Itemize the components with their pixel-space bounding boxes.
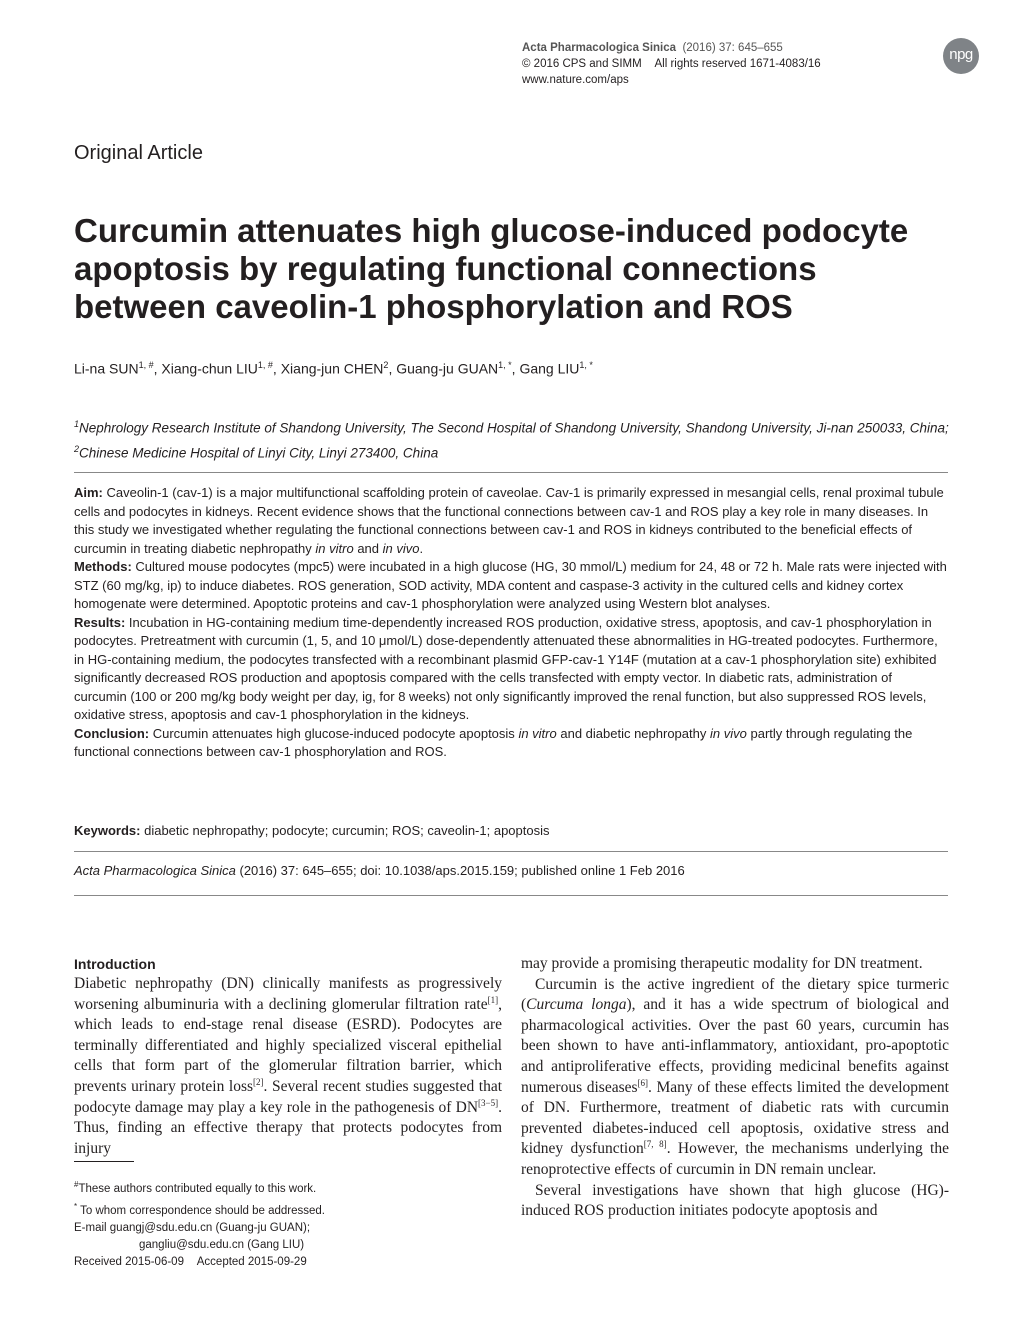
footnote-divider (74, 1161, 134, 1162)
conclusion-text: Curcumin attenuates high glucose-induced podocyte apoptosis (152, 725, 515, 741)
methods-text: Cultured mouse podocytes (mpc5) were incubated in a high glucose (HG, 30 mmol/L) medium for 24, 48 or 72 h. Male rats were injected with STZ (60 mg/kg, ip) to induce diabetes. ROS generation, SOD activity, MDA content and caspase-3 activity in the cultured cells and kidney cortex homogenate were determined. Apoptotic proteins and cav-1 phosphorylation were analyzed using Western blot analyses. (74, 559, 947, 611)
conclusion-label: Conclusion: (74, 725, 150, 741)
conclusion-text: partly through regulating the functional connections between cav-1 phosphorylation and ROS. (74, 725, 913, 759)
email-line[interactable]: gangliu@sdu.edu.cn (Gang LIU) (139, 1238, 305, 1251)
npg-logo: npg (943, 38, 979, 74)
footnote: To whom correspondence should be addressed. (80, 1204, 325, 1217)
affiliations (74, 414, 954, 463)
conclusion-italic: in vivo (710, 725, 747, 741)
body-column-left (74, 974, 502, 1159)
methods-label: Methods: (74, 559, 132, 574)
journal-url[interactable]: www.nature.com/aps (522, 74, 629, 86)
author-list: Li-na $SUN^{1, \#}$, Xiang-chun $LIU^{1, \#}$, Xiang-jun CHEN$^2$, Guang-ju $GUAN^{1, *}$, Gang $LIU^{1, *}$ (74, 360, 593, 377)
aim-italic: in vitro (315, 540, 354, 556)
results-label: Results: (74, 614, 126, 630)
paragraph: may provide a promising therapeutic modality for DN treatment. (521, 955, 923, 972)
abstract (74, 484, 948, 762)
divider (74, 851, 948, 852)
affiliation-1: Nephrology Research Institute of Shandong University, The Second Hospital of Shandong University, Shandong University, Ji-nan 250033, China; (79, 420, 949, 436)
conclusion-text: and diabetic nephropathy (560, 725, 707, 741)
citation-line (74, 863, 685, 878)
footnote-sup: * (74, 1201, 78, 1211)
footnote-sup: # (74, 1180, 79, 1189)
abstract-results (74, 614, 948, 725)
journal-name: Acta Pharmacologica Sinica (522, 42, 677, 54)
email-line[interactable]: E-mail guangj@sdu.edu.cn (Guang-ju GUAN); (74, 1221, 311, 1234)
aim-label: Aim: (74, 485, 103, 500)
paragraph: Curcumin is the active ingredient of the dietary spice turmeric (Curcuma longa), and it has a wide spectrum of biological and pharmacological activities. Over the past 60 years, curcumin has been shown to have anti-inflammatory, antioxidant, pro-apoptotic and antiproliferative effects, providing medicinal benefits against numerous diseases[6]. Many of these effects limited the development of DN. Furthermore, treatment of diabetic rats with curcumin prevented diabetes-induced cell apoptosis, oxidative stress and kidney dysfunction[7, 8]. However, the mechanisms underlying the renoprotective effects of curcumin in DN remain unclear. (521, 975, 949, 1178)
citation-ref[interactable]: [1] (487, 994, 499, 1005)
abstract-methods (74, 558, 948, 614)
author-sup: 1, * (498, 360, 512, 370)
divider (74, 472, 948, 473)
paragraph: Several investigations have shown that high glucose (HG)-induced ROS production initiates podocyte apoptosis and (521, 1181, 949, 1220)
citation-ref[interactable]: [6] (637, 1077, 649, 1088)
journal-info: (2016) 37: 645–655 (682, 42, 783, 54)
aim-text: Caveolin-1 (cav-1) is a major multifunctional scaffolding protein of caveolae. Cav-1 is primarily expressed in mesangial cells, renal proximal tubule cells and podocytes in kidneys. Recent evidence shows that the functional connections between cav-1 and ROS play a key role in many diseases. In this study we investigated whether regulating the functional connections between cav-1 and ROS in kidneys contributed to the beneficial effects of curcumin in treating diabetic nephropathy (74, 485, 944, 556)
citation-journal: Acta Pharmacologica Sinica (74, 863, 236, 878)
footnote: These authors contributed equally to this work. (78, 1182, 317, 1195)
author-sup: 1, * (579, 360, 593, 370)
author-name: Li-na SUN (74, 360, 139, 377)
affil-sup: 2 (74, 443, 80, 454)
conclusion-italic: in vitro (518, 725, 557, 741)
citation-ref[interactable]: [2] (253, 1076, 264, 1087)
species-name: Curcuma longa (526, 996, 627, 1014)
author-name: Gang LIU (519, 360, 580, 377)
article-title: Curcumin attenuates high glucose-induced podocyte apoptosis by regulating functional connections between caveolin-1 phosphorylation and ROS (74, 212, 909, 325)
author-name: Xiang-chun LIU (161, 360, 258, 377)
citation-rest: (2016) 37: 645–655; doi: 10.1038/aps.2015.159; published online 1 Feb 2016 (239, 863, 685, 878)
section-label: Original Article (74, 142, 203, 164)
author-sup: 1, # (257, 360, 273, 370)
keywords-text: diabetic nephropathy; podocyte; curcumin; ROS; caveolin-1; apoptosis (144, 823, 550, 838)
paragraph: Diabetic nephropathy (DN) clinically manifests as progressively worsening albuminuria with a declining glomerular filtration rate[1], which leads to end-stage renal disease (ESRD). Podocytes are terminally differentiated and highly specialized visceral epithelial cells that form part of the glomerular filtration barrier, which prevents urinary protein loss[2]. Several recent studies suggested that podocyte damage may play a key role in the pathogenesis of DN[3−5]. Thus, finding an effective therapy that protects podocytes from injury (74, 975, 503, 1157)
abstract-aim: Aim: Caveolin-1 (cav-1) is a major multifunctional scaffolding protein of caveolae. Cav-1 is primarily expressed in mesangial cells, renal proximal tubule cells and podocytes in kidneys. Recent evidence shows that the functional connections between cav-1 and ROS play a key role in many diseases. In this study we investigated whether regulating the functional connections between cav-1 and ROS in kidneys contributed to the beneficial effects of curcumin in treating diabetic nephropathy in vitro and in vivo. (74, 485, 944, 556)
keywords (74, 823, 550, 838)
accepted-date: Accepted 2015-09-29 (196, 1255, 307, 1268)
aim-and: and (357, 540, 380, 556)
author-name: Xiang-jun CHEN (280, 360, 384, 377)
keywords-label: Keywords: (74, 823, 141, 838)
rights: All rights reserved 1671-4083/16 (654, 58, 821, 70)
journal-header (522, 40, 882, 88)
affil-sup: 1 (74, 419, 80, 429)
citation-ref[interactable]: [3−5] (478, 1097, 499, 1108)
author-sup: 1, # (138, 360, 154, 370)
affiliation-2: Chinese Medicine Hospital of Linyi City, Linyi 273400, China (79, 445, 439, 460)
copyright: © 2016 CPS and SIMM (522, 58, 642, 70)
citation-ref[interactable]: [7, 8] (643, 1139, 667, 1150)
author-sup: 2 (383, 360, 389, 370)
aim-italic: in vivo (382, 540, 420, 556)
divider (74, 895, 948, 896)
author-name: Guang-ju GUAN (396, 360, 499, 377)
results-text: Incubation in HG-containing medium time-dependently increased ROS production, oxidative stress, apoptosis, and cav-1 phosphorylation in podocytes. Pretreatment with curcumin (1, 5, and 10 μmol/L) dose-dependently attenuated these abnormalities in HG-treated podocytes. Furthermore, in HG-containing medium, the podocytes transfected with a recombinant plasmid GFP-cav-1 Y14F (mutation at a cav-1 phosphorylation site) exhibited significantly decreased ROS production and apoptosis compared with the cells transfected with empty vector. In diabetic rats, administration of curcumin (100 or 200 mg/kg body weight per day, ig, for 8 weeks) not only significantly improved the renal function, but also suppressed ROS levels, oxidative stress, apoptosis and cav-1 phosphorylation in the kidneys. (74, 614, 938, 722)
footnotes (74, 1176, 504, 1271)
received-date: Received 2015-06-09 (74, 1255, 184, 1268)
body-column-right (521, 954, 949, 1222)
section-heading: Introduction (74, 956, 156, 972)
abstract-conclusion (74, 725, 948, 762)
